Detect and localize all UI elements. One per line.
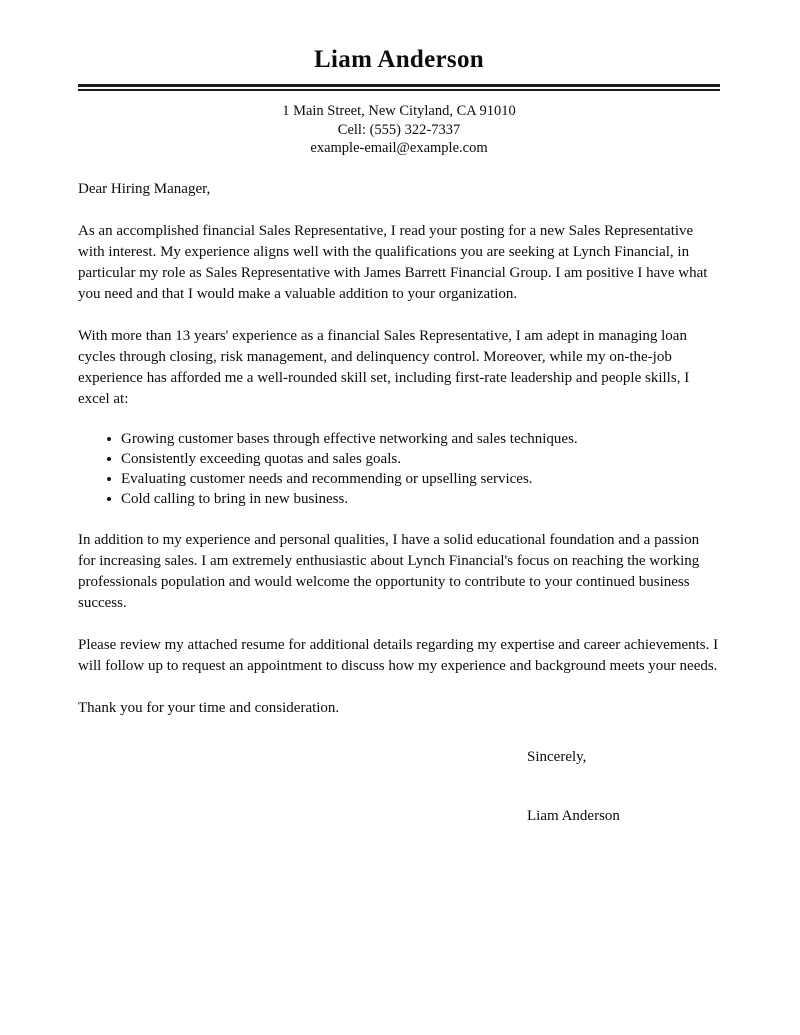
paragraph-education: In addition to my experience and personal qualities, I have a solid educational foundation and a passion for increasing sales. I am extremely enthusiastic about Lynch Financial's focus on reaching the working professionals population and would welcome the opportunity to contribute to your continued business success.: [78, 531, 700, 611]
contact-email: example-email@example.com: [310, 140, 488, 156]
bullet-icon: [107, 457, 111, 461]
page-title: Liam Anderson: [314, 46, 484, 73]
list-item: [78, 449, 720, 469]
list-item: [78, 469, 720, 489]
contact-block: [78, 91, 720, 158]
bullet-icon: [107, 437, 111, 441]
paragraph-experience: With more than 13 years' experience as a financial Sales Representative, I am adept in managing loan cycles through closing, risk management, and delinquency control. Moreover, while my on-the-job experience has afforded me a well-rounded skill set, including first-rate leadership and people skills, I excel at:: [78, 327, 690, 407]
header-divider: [78, 84, 720, 91]
list-item: [78, 429, 720, 449]
contact-phone: Cell: (555) 322-7337: [337, 121, 461, 138]
salutation: Dear Hiring Manager,: [78, 180, 211, 197]
bullet-icon: [107, 477, 111, 481]
letter-body: [78, 158, 720, 827]
list-item: [78, 489, 720, 509]
bullet-icon: [107, 497, 111, 501]
list-item-label: Cold calling to bring in new business.: [121, 490, 349, 507]
signature-name: Liam Anderson: [527, 807, 620, 824]
paragraph-intro: As an accomplished financial Sales Representative, I read your posting for a new Sales Representative with interest. My experience aligns well with the qualifications you are seeking at Lynch Financial, in particular my role as Sales Representative with James Barrett Financial Group. I am positive I have what you need and that I would make a valuable addition to your organization.: [78, 222, 708, 302]
skills-list: [78, 410, 720, 509]
paragraph-followup: Please review my attached resume for additional details regarding my expertise and career achievements. I will follow up to request an appointment to discuss how my experience and background meets your needs.: [78, 636, 719, 674]
list-item-label: Growing customer bases through effective networking and sales techniques.: [121, 430, 578, 447]
signature-block: [78, 719, 720, 827]
sign-off: Sincerely,: [527, 748, 587, 765]
paragraph-thanks: Thank you for your time and consideration.: [78, 699, 340, 716]
contact-address: 1 Main Street, New Cityland, CA 91010: [282, 103, 516, 119]
letterhead: [78, 0, 720, 158]
list-item-label: Evaluating customer needs and recommending or upselling services.: [121, 470, 533, 487]
document-content: [78, 0, 720, 827]
list-item-label: Consistently exceeding quotas and sales goals.: [121, 450, 401, 467]
